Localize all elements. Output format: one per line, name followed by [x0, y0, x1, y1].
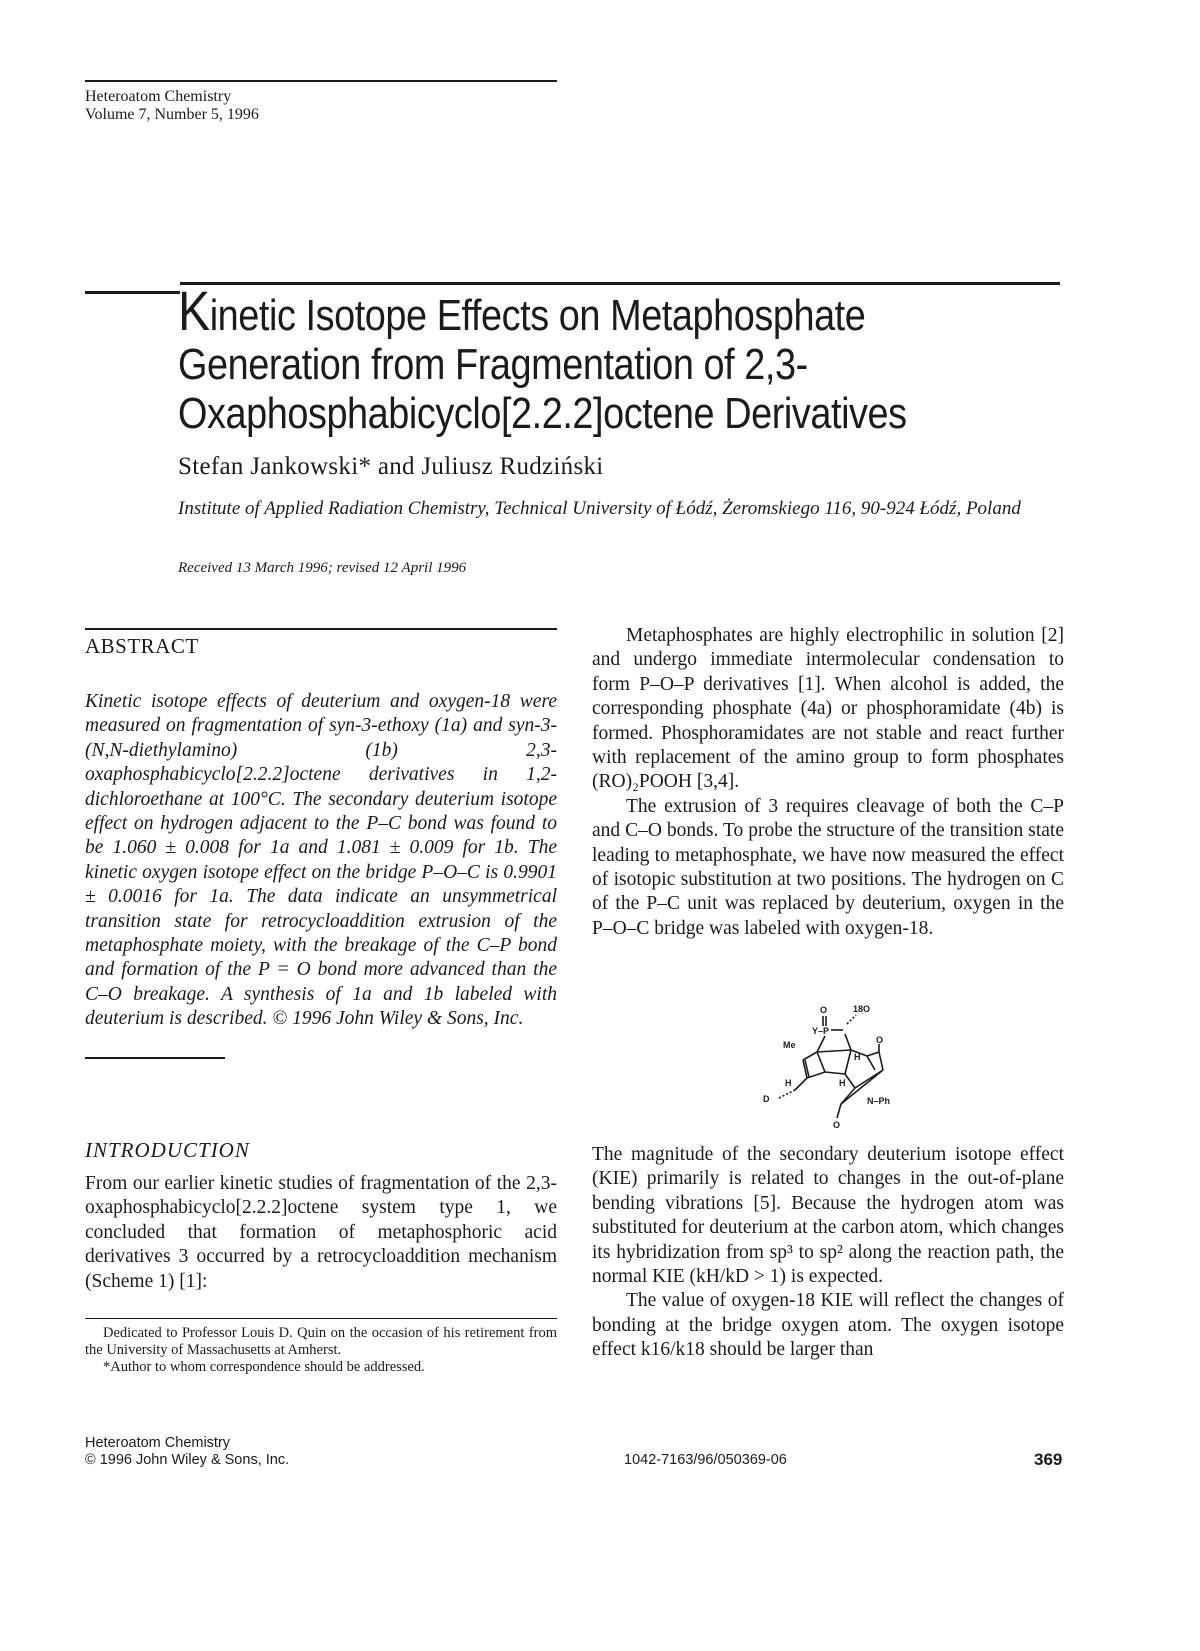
page-number: 369 [1034, 1450, 1063, 1469]
introduction-heading: INTRODUCTION [85, 1138, 250, 1162]
deuterated-compound-structure [755, 1000, 915, 1130]
label-hydrogen-1: H [854, 1052, 861, 1062]
title-rule-right [180, 282, 1060, 285]
label-oxygen-right: O [876, 1035, 884, 1045]
abstract-end-rule [85, 1057, 225, 1059]
received-dates: Received 13 March 1996; revised 12 April 1996 [178, 560, 467, 576]
label-y-p: Y–P [812, 1026, 830, 1036]
footer-copyright: © 1996 John Wiley & Sons, Inc. [85, 1452, 290, 1468]
footnote-rule [85, 1318, 557, 1319]
journal-header [85, 88, 259, 124]
abstract-body [85, 690, 557, 1032]
title-line-3: Oxaphosphabicyclo[2.2.2]octene Derivatives [178, 389, 907, 438]
abstract-rule [85, 628, 557, 630]
journal-name: Heteroatom Chemistry [85, 88, 232, 105]
affiliation: Institute of Applied Radiation Chemistry, Technical University of Łódź, Żeromskiego 116, 90-924 Łódź, Poland [178, 498, 1021, 519]
label-methyl: Me [783, 1040, 796, 1050]
right-column-lower [592, 1143, 1064, 1363]
abstract-heading: ABSTRACT [85, 634, 199, 658]
right-column-upper [592, 624, 1064, 941]
label-hydrogen-3: H [785, 1078, 792, 1088]
paragraph-oxygen-18: The value of oxygen-18 KIE will reflect the changes of bonding at the bridge oxygen atom. The oxygen isotope effect k16/k18 should be larger than [592, 1290, 1064, 1361]
footer-issn: 1042-7163/96/050369-06 [624, 1452, 787, 1468]
authors: Stefan Jankowski* and Juliusz Rudziński [178, 453, 604, 480]
label-hydrogen-2: H [839, 1078, 846, 1088]
label-n-phenyl: N–Ph [867, 1096, 891, 1106]
title-initial: K [178, 279, 210, 342]
header-rule [85, 80, 557, 82]
footer-journal-block [85, 1435, 289, 1469]
paragraph-extrusion: The extrusion of 3 requires cleavage of both the C–P and C–O bonds. To probe the structure of the transition state leading to metaphosphate, we have now measured the effect of isotopic substitution at two positions. The hydrogen on C of the P–C unit was replaced by deuterium, oxygen in the P–O–C bridge was labeled with oxygen-18. [592, 795, 1064, 939]
introduction-body [85, 1172, 557, 1294]
paragraph-kie-magnitude: The magnitude of the secondary deuterium isotope effect (KIE) primarily is related to changes in the out-of-plane bending vibrations [5]. Because the hydrogen atom was substituted for deuterium at the carbon atom, which changes its hybridization from sp³ to sp² along the reaction path, the normal KIE (kH/kD > 1) is expected. [592, 1144, 1064, 1288]
label-deuterium: D [763, 1094, 770, 1104]
journal-volume: Volume 7, Number 5, 1996 [85, 106, 259, 123]
introduction-text: From our earlier kinetic studies of fragmentation of the 2,3-oxaphosphabicyclo[2.2.2]octene system type 1, we concluded that formation of metaphosphoric acid derivatives 3 occurred by a retrocycloaddition mechanism (Scheme 1) [1]: [85, 1173, 557, 1292]
label-oxygen-top: O [820, 1005, 828, 1015]
label-oxygen-18: 18O [853, 1004, 871, 1014]
title-line-1: inetic Isotope Effects on Metaphosphate [209, 291, 866, 340]
footnote-correspondence: *Author to whom correspondence should be addressed. [103, 1359, 425, 1375]
footnotes [85, 1325, 557, 1376]
title-rule-left [85, 291, 180, 294]
abstract-text: Kinetic isotope effects of deuterium and oxygen-18 were measured on fragmentation of syn-3-ethoxy (1a) and syn-3-(N,N-diethylamino) (1b) 2,3-oxaphosphabicyclo[2.2.2]octene derivatives in 1,2-dichloroethane at 100°C. The secondary deuterium isotope effect on hydrogen adjacent to the P–C bond was found to be 1.060 ± 0.008 for 1a and 1.081 ± 0.009 for 1b. The kinetic oxygen isotope effect on the bridge P–O–C is 0.9901 ± 0.0016 for 1a. The data indicate an unsymmetrical transition state for retrocycloaddition extrusion of the metaphosphate moiety, with the breakage of the C–P bond and formation of the P = O bond more advanced than the C–O breakage. A synthesis of 1a and 1b labeled with deuterium is described. © 1996 John Wiley & Sons, Inc. [85, 691, 557, 1030]
paragraph-metaphosphates: Metaphosphates are highly electrophilic in solution [2] and undergo immediate intermolecular condensation to form P–O–P derivatives [1]. When alcohol is added, the corresponding phosphate (4a) or phosphoramidate (4b) is formed. Phosphoramidates are not stable and react further with replacement of the amino group to form phosphates (RO)₂POOH [3,4]. [592, 625, 1064, 793]
footnote-dedication: Dedicated to Professor Louis D. Quin on the occasion of his retirement from the University of Massachusetts at Amherst. [85, 1325, 557, 1358]
footer-journal: Heteroatom Chemistry [85, 1435, 231, 1451]
title-line-2: Generation from Fragmentation of 2,3- [178, 340, 808, 389]
label-oxygen-bottom: O [833, 1120, 841, 1130]
article-title [178, 279, 907, 438]
